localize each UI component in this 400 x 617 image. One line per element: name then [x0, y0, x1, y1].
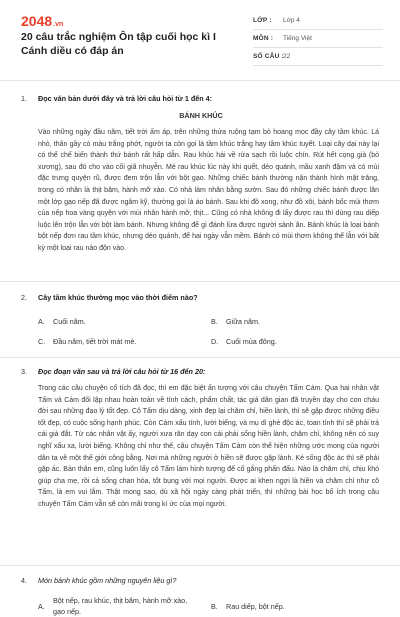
option-a[interactable]: [38, 595, 198, 617]
option-text: Bột nếp, rau khúc, thịt băm, hành mỡ xào, gạo nếp.: [53, 596, 188, 616]
option-a[interactable]: [38, 316, 86, 328]
option-letter: A.: [38, 602, 45, 611]
question-text: Món bánh khúc gồm những nguyên liệu gì?: [38, 576, 177, 585]
question-text: Cây tầm khúc thường mọc vào thời điểm nào?: [38, 293, 198, 302]
meta-key: MÔN :: [253, 35, 274, 42]
meta-key: LỚP :: [253, 17, 272, 24]
question-number: 4.: [21, 576, 27, 585]
option-b[interactable]: [211, 316, 260, 328]
option-letter: B.: [211, 602, 218, 611]
option-c[interactable]: [38, 336, 136, 348]
meta-row-class: [253, 12, 383, 30]
question-divider: [0, 281, 400, 282]
option-letter: B.: [211, 317, 218, 326]
logo-suffix: .vn: [53, 21, 64, 28]
document-title: 20 câu trắc nghiệm Ôn tập cuối học kì I Cánh diều có đáp án: [21, 31, 216, 57]
option-text: Đầu năm, tiết trời mát mẻ.: [53, 337, 137, 346]
meta-key: SỐ CÂU :: [253, 53, 284, 60]
option-text: Cuối năm.: [53, 317, 86, 326]
option-letter: A.: [38, 317, 45, 326]
meta-row-subject: [253, 30, 383, 48]
passage-text: Trong các câu chuyện cổ tích đã đọc, thì em đặc biệt ấn tượng với câu chuyện Tấm Cám. Qua hai nhân vật Tấm và Cám đối lập nhau hoàn toàn về tính cách, phẩm chất, tác giả dân gian đã truyền dạy cho con cháu đời sau những đạo lý tốt đẹp. Cô Tấm dịu dàng, xinh đẹp lại chăm chỉ, hiền lành, thì sẽ gặp được những điều tốt đẹp, có cuộc sống hạnh phúc. Còn Cám xấu tính, lười biếng, và mụ dì ghẻ độc ác, toan tính thì sẽ phải trả cái giá đắt. Từ các nhân vật ấy, người xưa răn dạy con cái phải sống hiền lành, chăm chỉ, không nên có suy nghĩ xấu xa, lười biếng. Không chỉ như thế, câu chuyện Tấm Cám còn thể hiện những ước mong của người dân ta về một thế giới công bằng. Nơi mà những người ở hiền sẽ được gặp lành. Kẻ sống độc ác thì sẽ phải gặp ác. Bản thân em, cũng luôn lấy cô Tấm làm hình tượng để cố gắng phấn đấu. Nào là chăm chỉ, chịu khó giúp cha mẹ, rồi cả sống chan hòa, tốt bụng với mọi người. Được ai khen ngợi là hiền và chăm chỉ như cô Tấm, là em vui lắm. Thật mong sao, dù xã hội ngày càng phát triển, thì những bài học bổ ích trong câu chuyện Tấm Cám vẫn sẽ còn mãi trong kí ức của mọi người.: [38, 385, 379, 508]
passage-text: Vào những ngày đầu năm, tiết trời ấm áp, trên những thửa ruộng tạm bỏ hoang mọc đầy cây tầm khúc. Lá nhỏ, thân gầy có màu trắng phớt, người ta còn gọi là tầm khúc trắng hay tầm khúc tuyết. Loại cây dại này lại có thể chế biến thành thứ bánh rất hấp dẫn. Rau khúc hái về rửa sạch rồi luộc chín. Rút hết cọng già (bỏ xương), sau đó cho vào cối giã nhuyễn. Mẻ rau khúc lúc này khi quết, dẻo quánh, mầu xanh đậm và có mùi đặc trưng quyện rũ, được đem trộn lẫn với bột gạo. Những chiếc bánh thường nặn thành hình mặt trăng, trong có nhân là thịt băm, hành mỡ xào. Có nhà làm nhân bằng sườn. Sau đó những chiếc bánh được lăn một lớp gạo nếp đã được ngâm kỹ, thường gọi là áo bánh. Sau khi đồ xong, như đồ xôi, bánh bốc mùi thơm của nếp hoa vàng quyện với mùi nhân hành mỡ, thịt... Cũng có nhà không đi lấy được rau thì dùng rau diếp luộc lên trộn lẫn với bột làm bánh. Nhưng không để gì đánh lừa được người sành ăn. Bánh khúc là loại bánh bột nếp đơn rau tầm khúc, nhưng dẻo quánh, để hai ngày vẫn mềm. Bánh có mùi thơm không thể lẫn với bất kỳ một loại rau nào độn vào.: [38, 129, 379, 252]
option-letter: D.: [211, 337, 219, 346]
page-header: [0, 0, 400, 80]
passage-title: BÁNH KHÚC: [179, 111, 223, 120]
meta-row-count: [253, 48, 383, 66]
question-number: 3.: [21, 367, 27, 376]
meta-value: Tiếng Việt: [283, 35, 312, 42]
question-text: Đọc đoạn văn sau và trả lời câu hỏi từ 16 đến 20:: [38, 367, 206, 376]
site-logo[interactable]: [21, 13, 63, 29]
logo-text: 2048: [21, 13, 53, 29]
question-text: Đọc văn bản dưới đây và trả lời câu hỏi từ 1 đến 4:: [38, 94, 213, 103]
option-d[interactable]: [211, 336, 277, 348]
question-number: 1.: [21, 94, 27, 103]
option-text: Giữa năm.: [226, 317, 260, 326]
document-meta: [253, 12, 383, 66]
option-b[interactable]: [211, 601, 285, 613]
header-divider: [0, 80, 400, 81]
question-divider: [0, 565, 400, 566]
option-text: Rau diếp, bột nếp.: [226, 602, 285, 611]
option-text: Cuối mùa đông.: [226, 337, 277, 346]
question-divider: [0, 357, 400, 358]
question-number: 2.: [21, 293, 27, 302]
meta-value: 22: [283, 53, 291, 60]
meta-value: Lớp 4: [283, 17, 300, 24]
option-letter: C.: [38, 337, 46, 346]
